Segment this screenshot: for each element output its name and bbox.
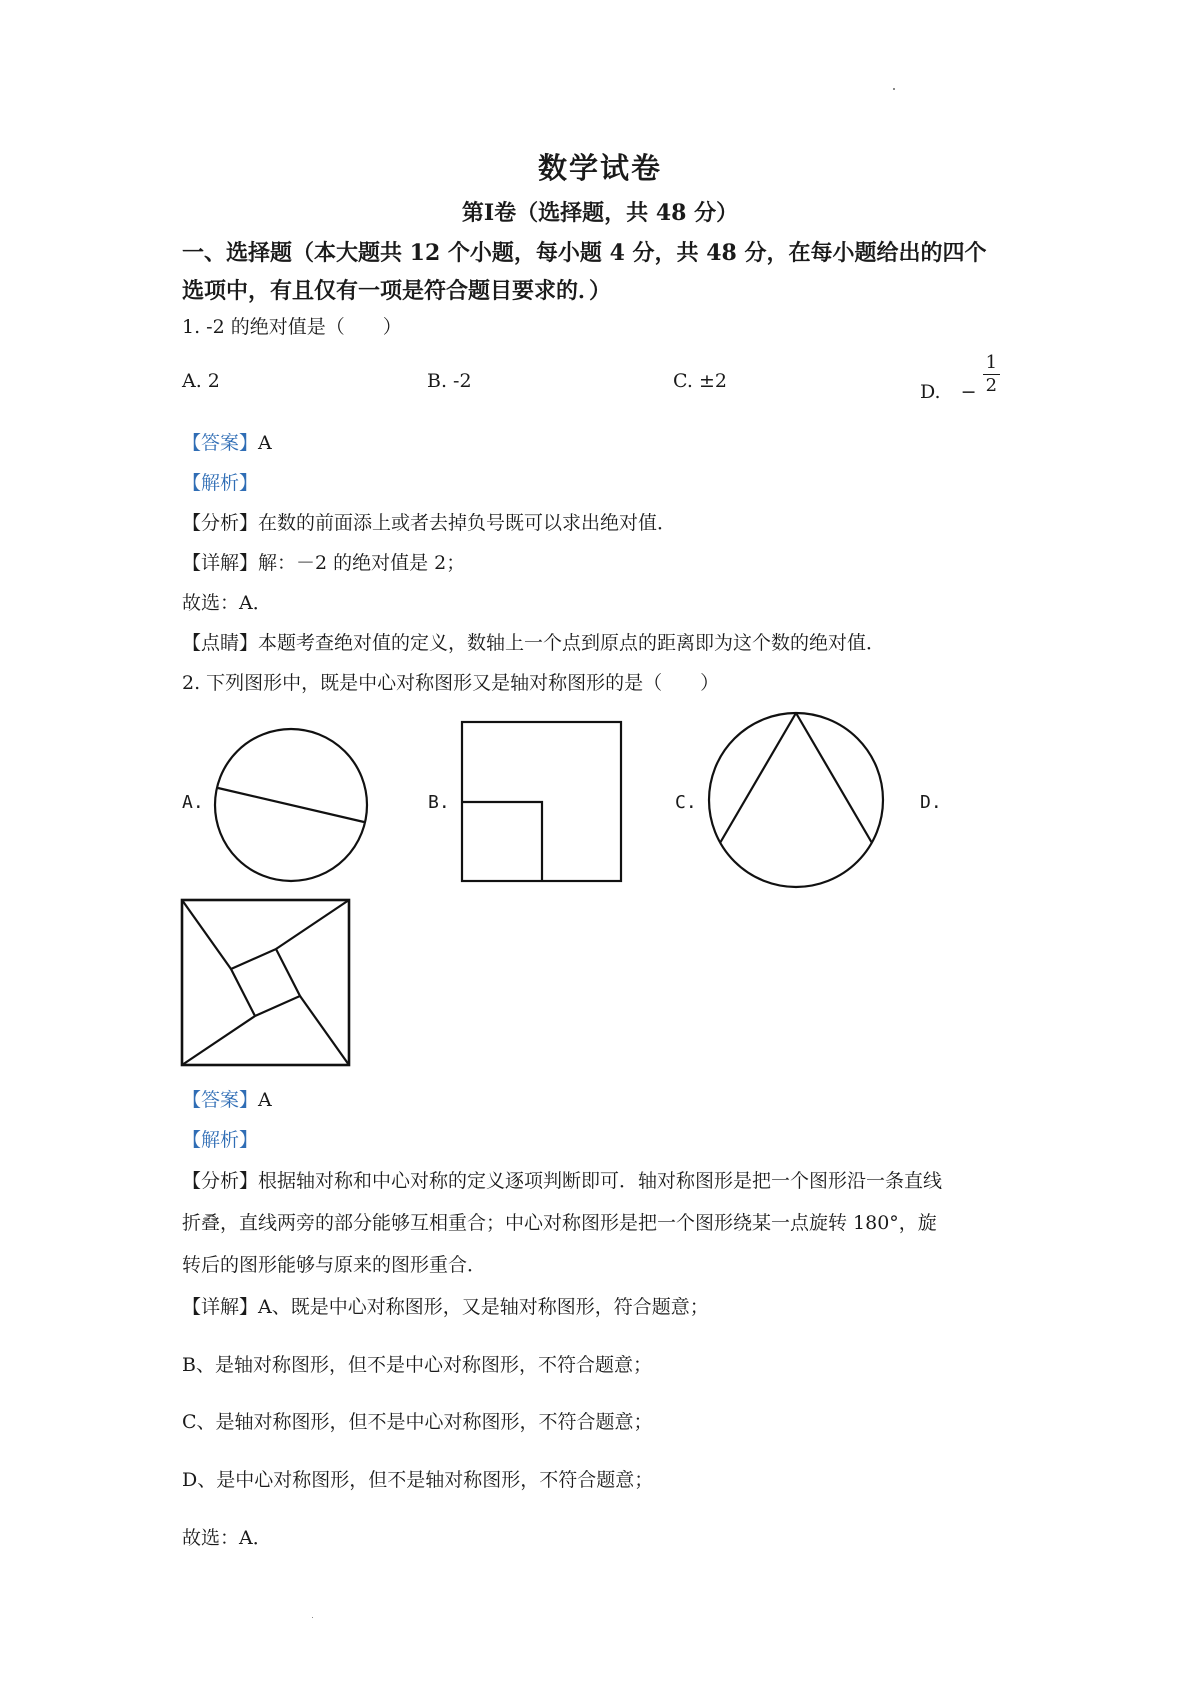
q2-figure-label-d: D. [920, 792, 942, 813]
scan-dot [893, 88, 895, 90]
q2-choice: 故选：A． [182, 1527, 272, 1549]
fenxi-text: 根据轴对称和中心对称的定义逐项判断即可．轴对称图形是把一个图形沿一条直线 [258, 1170, 943, 1192]
q1-option-c: C. ±2 [673, 370, 727, 392]
page-subtitle: 第Ⅰ卷（选择题，共 48 分） [461, 200, 739, 226]
q2-stem: 2. 下列图形中，既是中心对称图形又是轴对称图形的是（ ） [182, 672, 720, 694]
fenxi-tag: 【分析】 [182, 1170, 259, 1192]
q1-option-a: A. 2 [182, 370, 220, 392]
xiangjie-text: 解：－2 的绝对值是 2； [258, 552, 466, 574]
scan-dot [312, 1617, 313, 1618]
dianjing-text: 本题考查绝对值的定义，数轴上一个点到原点的距离即为这个数的绝对值． [258, 632, 886, 654]
fenxi-text: 在数的前面添上或者去掉负号既可以求出绝对值． [258, 512, 677, 534]
answer-value: A [258, 1089, 272, 1111]
fraction-numerator: 1 [983, 352, 1000, 375]
q2-xiangjie-b: B、是轴对称图形，但不是中心对称图形，不符合题意； [182, 1354, 652, 1376]
q2-fenxi-line2: 折叠，直线两旁的部分能够互相重合；中心对称图形是把一个图形绕某一点旋转 180°，旋 [182, 1212, 937, 1234]
q2-analysis-tag: 【解析】 [182, 1129, 259, 1151]
answer-value: A [258, 432, 272, 454]
q1-option-d-fraction [983, 352, 1000, 397]
fraction-denominator: 2 [985, 375, 998, 396]
q1-option-b: B. -2 [427, 370, 472, 392]
section-heading-line1: 一、选择题（本大题共 12 个小题，每小题 4 分，共 48 分，在每小题给出的四个 [182, 240, 987, 266]
q1-fenxi [182, 508, 676, 535]
q2-fenxi-line1 [182, 1166, 942, 1193]
xiangjie-tag: 【详解】 [182, 552, 259, 574]
dianjing-tag: 【点睛】 [182, 632, 259, 654]
q1-option-d-prefix: D. [920, 380, 941, 403]
q2-figure-a-circle-diameter [212, 725, 370, 885]
q2-xiangjie-d: D、是中心对称图形，但不是轴对称图形，不符合题意； [182, 1469, 654, 1491]
q2-fenxi-line3: 转后的图形能够与原来的图形重合． [182, 1254, 487, 1276]
page-title: 数学试卷 [537, 151, 662, 185]
xiangjie-tag: 【详解】 [182, 1296, 259, 1318]
q2-answer [182, 1085, 272, 1112]
q2-xiangjie-c: C、是轴对称图形，但不是中心对称图形，不符合题意； [182, 1411, 653, 1433]
q1-option-d [920, 352, 1000, 403]
q1-dianjing [182, 628, 885, 655]
answer-tag: 【答案】 [182, 1089, 259, 1111]
q1-xiangjie [182, 548, 465, 575]
q2-figure-d-pinwheel-square [180, 898, 352, 1068]
q1-analysis-tag: 【解析】 [182, 472, 259, 494]
q2-figure-label-b: B. [428, 792, 450, 813]
q1-stem: 1. -2 的绝对值是（ ） [182, 316, 402, 338]
q2-figure-c-circle-triangle [706, 708, 886, 892]
q2-figure-b-nested-squares [460, 720, 624, 884]
fenxi-tag: 【分析】 [182, 512, 259, 534]
q2-xiangjie-a [182, 1292, 709, 1319]
q2-figure-label-c: C. [675, 792, 697, 813]
q1-answer [182, 428, 272, 455]
answer-tag: 【答案】 [182, 432, 259, 454]
q1-choice: 故选：A． [182, 592, 272, 614]
q1-option-d-sign: − [960, 380, 977, 403]
section-heading-line2: 选项中，有且仅有一项是符合题目要求的．） [182, 278, 612, 304]
xiangjie-text: A、既是中心对称图形，又是轴对称图形，符合题意； [258, 1296, 709, 1318]
q2-figure-label-a: A. [182, 792, 204, 813]
